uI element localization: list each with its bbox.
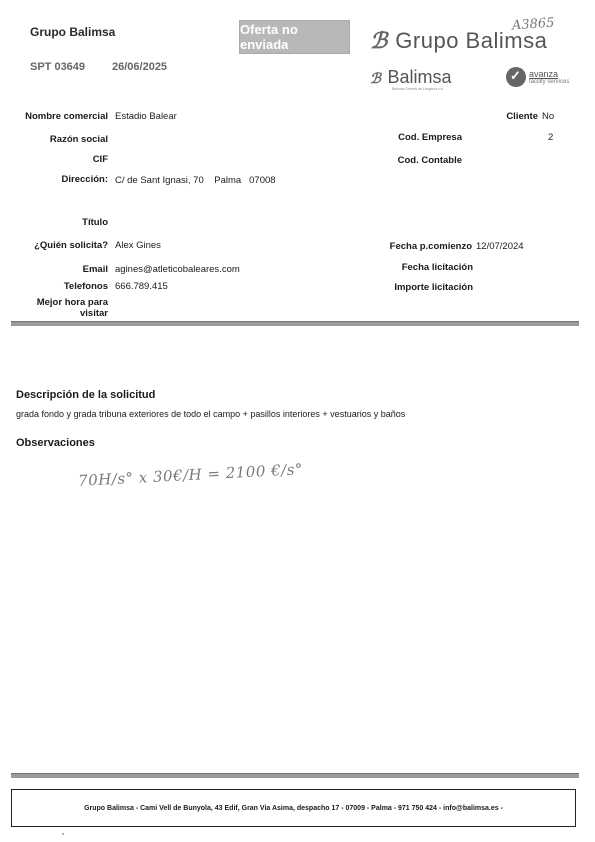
status-badge: Oferta no enviada [239,20,350,54]
observaciones-title: Observaciones [16,437,95,449]
checkmark-icon [506,67,526,87]
cliente-label: Cliente [506,111,538,122]
mejor-hora-label-line2: visitar [80,308,108,319]
titulo-label: Título [82,217,108,228]
handwritten-code: A3865 [511,15,555,34]
fecha-comienzo-label: Fecha p.comienzo [389,241,472,252]
nombre-comercial-value: Estadio Balear [115,111,177,122]
importe-licitacion-label: Importe licitación [394,282,473,293]
email-label: Email [82,264,108,275]
fecha-licitacion-label: Fecha licitación [401,262,473,273]
telefonos-value: 666.789.415 [115,281,168,292]
avanza-logo [506,67,569,87]
telefonos-label: Telefonos [63,281,108,292]
logo-sub-tagline: Balimsa Serveis de Limpieza s.a. [392,87,444,91]
footer-text: Grupo Balimsa - Cami Vell de Bunyola, 43 Edif, Gran Via Asima, despacho 17 - 07009 - Palma - 971 750 424 - info@balimsa.es - [84,804,503,812]
descripcion-title: Descripción de la solicitud [16,389,156,401]
observaciones-handwriting: 70H/s° x 30€/H = 2100 €/s° [77,460,304,490]
avanza-subtext: facility services [529,78,570,85]
balimsa-mark-icon: ℬ [370,28,388,53]
cod-contable-label: Cod. Contable [397,155,462,166]
cod-empresa-value: 2 [548,132,554,143]
direccion-label: Dirección: [61,174,108,185]
mejor-hora-label-line1: Mejor hora para [36,297,108,308]
fecha-comienzo-value: 12/07/2024 [476,241,524,252]
quien-solicita-value: Alex Gines [115,240,161,251]
logo-sub-text: Balimsa [387,67,452,87]
razon-social-label: Razón social [49,134,108,145]
cif-label: CIF [92,154,108,165]
descripcion-text: grada fondo y grada tribuna exteriores de todo el campo + pasillos interiores + vestuarios y baños [16,409,406,419]
quien-solicita-label: ¿Quién solicita? [34,240,108,251]
scan-speck [62,833,64,835]
balimsa-small-mark-icon: ℬ [370,70,382,86]
document-date: 26/06/2025 [112,61,168,73]
header-divider [11,321,579,326]
footer-box [11,789,576,827]
document-number: SPT 03649 [30,61,86,73]
cod-empresa-label: Cod. Empresa [398,132,462,143]
company-name: Grupo Balimsa [30,25,116,39]
avanza-text: avanza [529,68,559,79]
nombre-comercial-label: Nombre comercial [25,111,108,122]
cliente-value: No [542,111,555,122]
direccion-value: C/ de Sant Ignasi, 70 Palma 07008 [115,175,276,186]
balimsa-logo [370,67,452,91]
grupo-balimsa-logo [370,28,547,54]
mejor-hora-label [8,297,108,319]
logo-main-text: Grupo Balimsa [395,28,548,53]
email-value: agines@atleticobaleares.com [115,264,240,275]
footer-divider [11,773,579,778]
